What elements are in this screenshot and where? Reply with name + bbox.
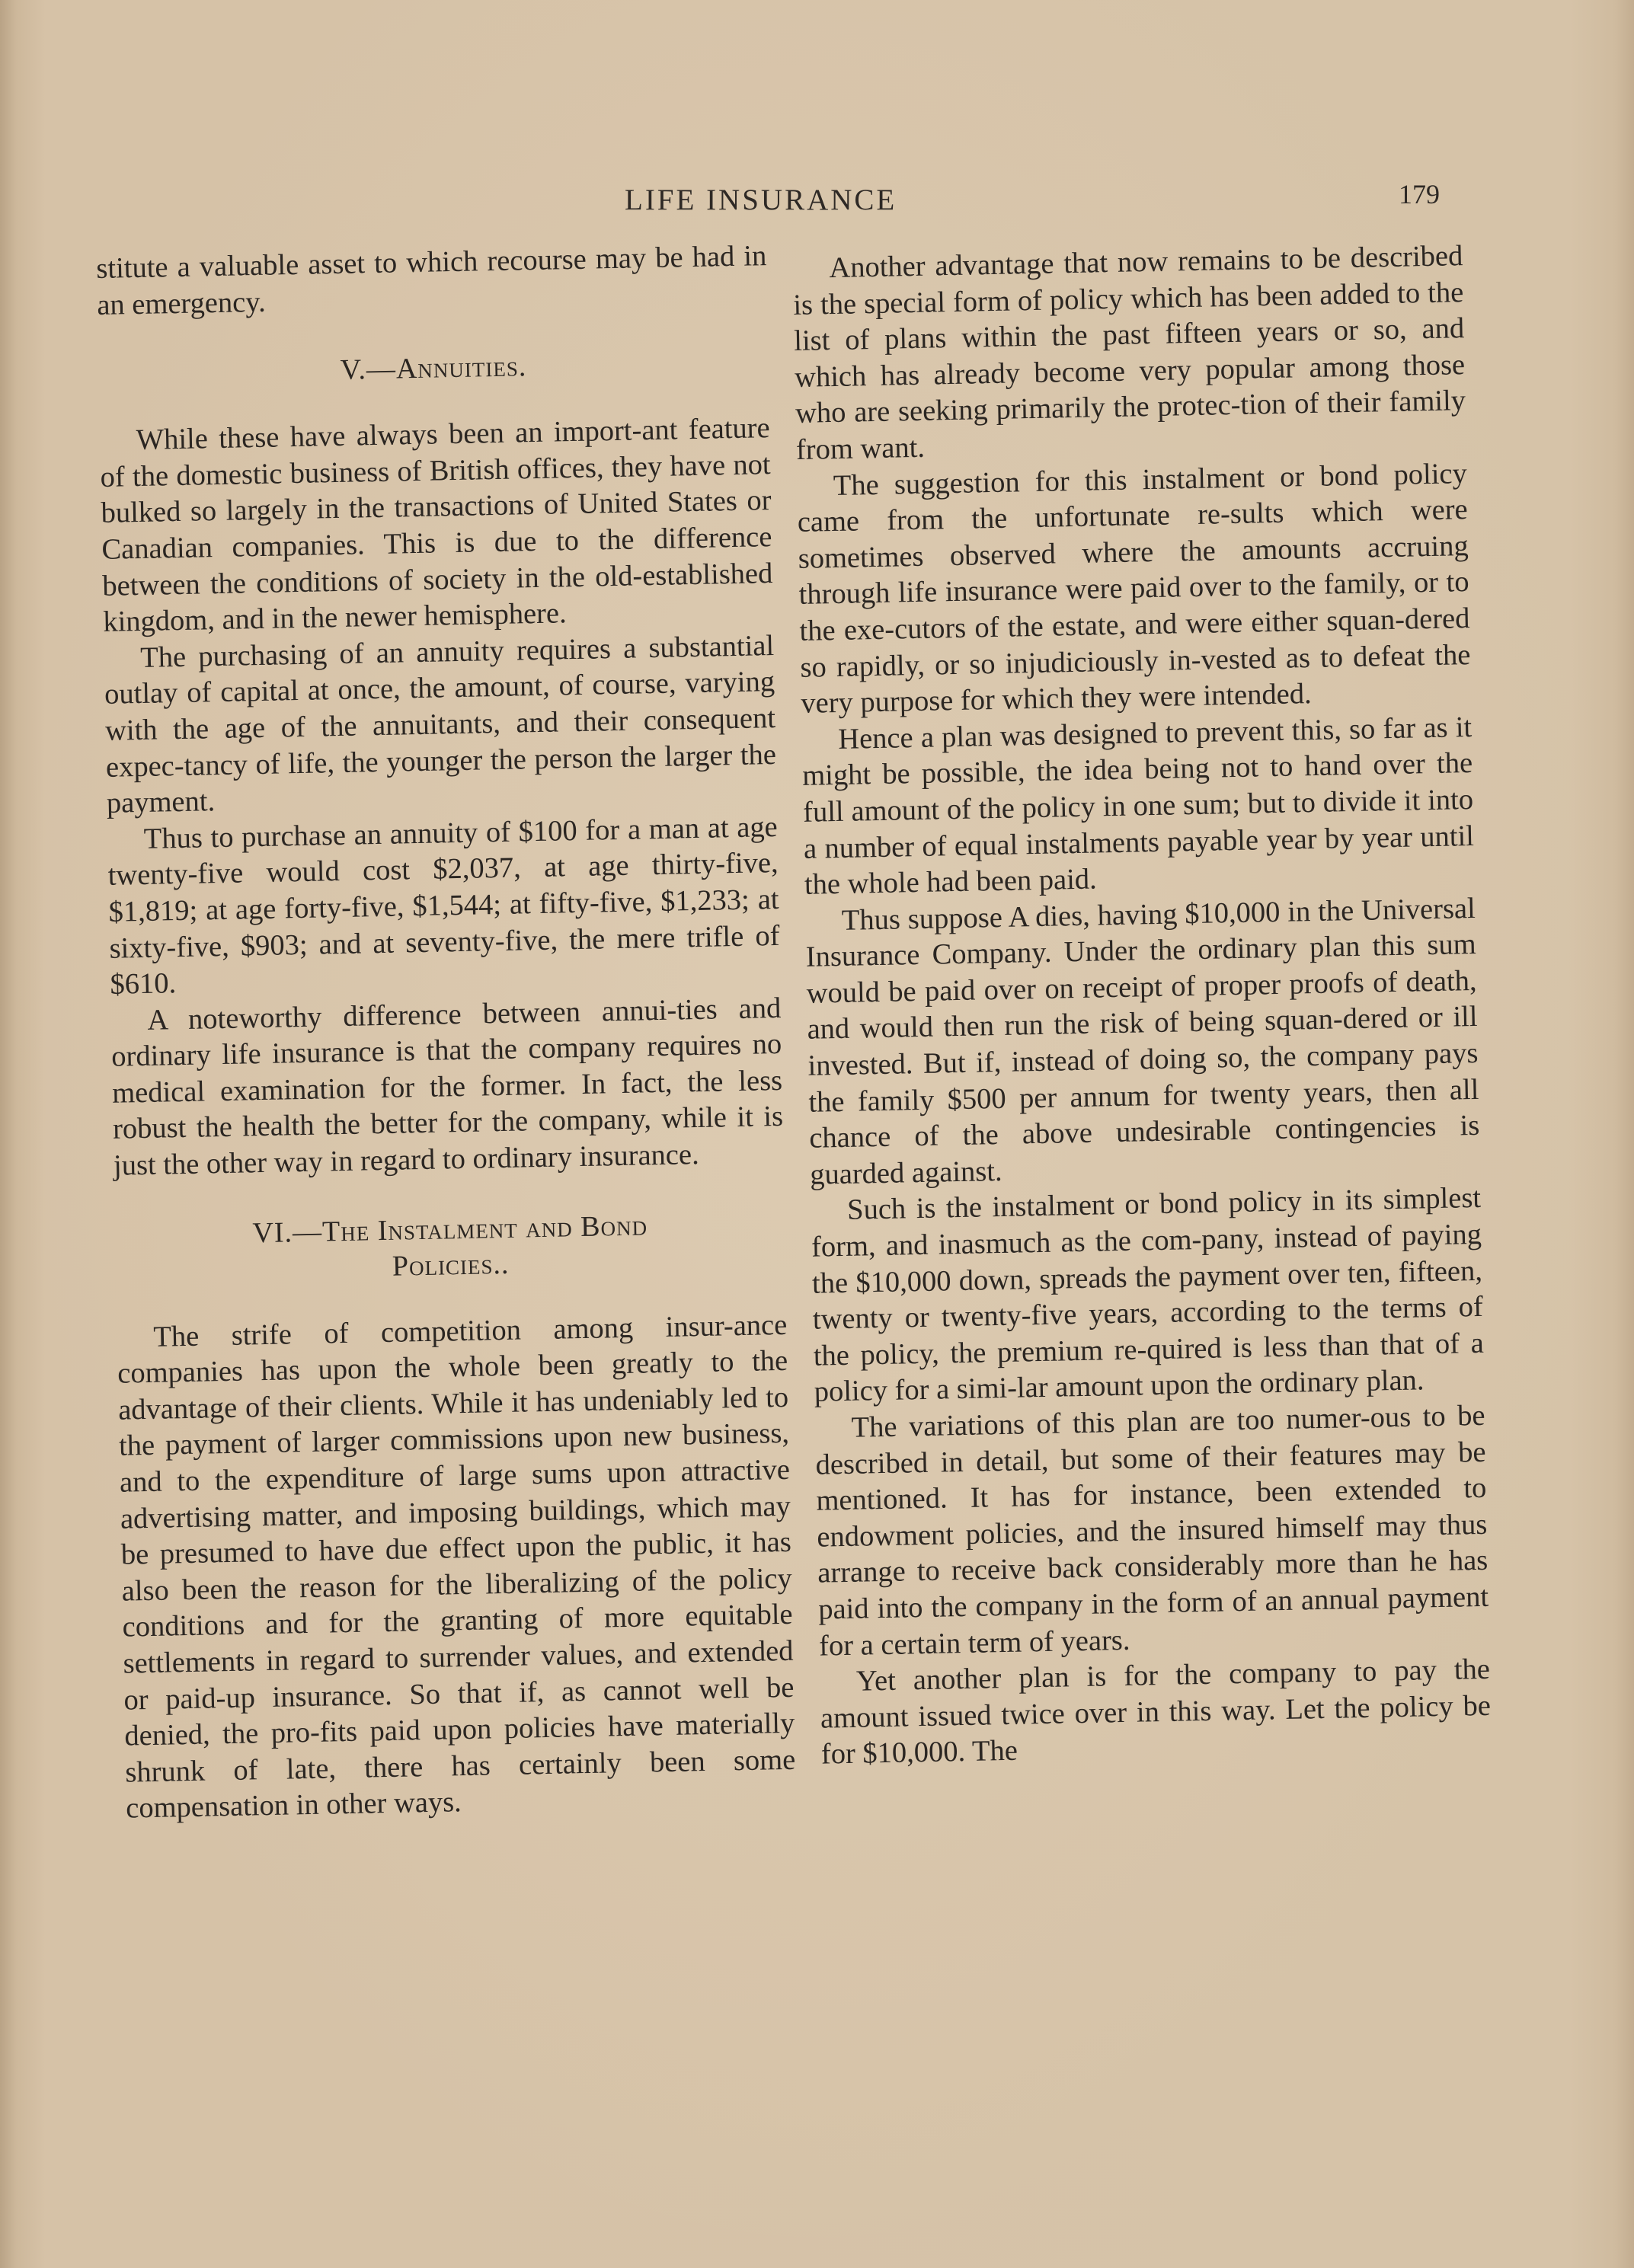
section-heading-instalment-bond bbox=[114, 1206, 786, 1290]
paragraph: The suggestion for this instalment or bond policy came from the unfortunate re-sults which were sometimes observed where the amounts accruing through life insurance were paid over to the family, or to the exe-cutors of the estate, and were either squan-dered so rapidly, or so injudiciously in-vested as to defeat the very purpose for which they were intended. bbox=[797, 457, 1471, 720]
paragraph: Thus to purchase an annuity of $100 for a man at age twenty-five would cost $2,037, at age thirty-five, $1,819; at age forty-five, $1,544; at fifty-five, $1,233; at sixty-five, $903; and at seventy-five, the mere trifle of $610. bbox=[107, 810, 780, 1001]
paragraph: The strife of competition among insur-ance companies has upon the whole been greatly to the advantage of their clients. While it has undeniably led to the payment of larger commissions upon new business, and to the expenditure of large sums upon attractive advertising matter, and imposing buildings, which may be presumed to have due effect upon the public, it has also been the reason for the liberalizing of the policy conditions and for the granting of more equitable settlements in regard to surrender values, and extended or paid-up insurance. So that if, as cannot well be denied, the pro-fits paid upon policies have materially shrunk of late, there has certainly been some compensation in other ways. bbox=[117, 1308, 796, 1825]
section-heading-line-1: VI.—The Instalment and Bond bbox=[252, 1209, 648, 1249]
section-heading-annuities: V.—Annuities. bbox=[340, 350, 527, 387]
paragraph: Another advantage that now remains to be described is the special form of policy which has been added to the list of plans within the past fifteen years or so, and which has already become very popular among those who are seeking primarily the protec-tion of their family from want. bbox=[792, 240, 1466, 466]
paragraph: Such is the instalment or bond policy in its simplest form, and inasmuch as the com-pany, instead of paying the $10,000 down, spreads the payment over ten, fifteen, twenty or twenty-five years, according to the terms of the policy, the premium re-quired is less than that of a policy for a simi-lar amount upon the ordinary plan. bbox=[811, 1182, 1485, 1409]
paragraph: The purchasing of an annuity requires a substantial outlay of capital at once, the amount, of course, varying with the age of the annuitants, and their consequent expec-tancy of life, the younger the person the larger the payment. bbox=[104, 629, 777, 819]
page-number: 179 bbox=[1399, 179, 1440, 209]
running-head bbox=[0, 178, 1634, 224]
left-column bbox=[96, 238, 797, 1827]
paragraph: The variations of this plan are too numer-ous to be described in detail, but some of their features may be mentioned. It has for instance, been extended to endowment policies, and the insured himself may thus arrange to receive back considerably more than he has paid into the company in the form of an annual payment for a certain term of years. bbox=[815, 1399, 1489, 1663]
running-head-title: LIFE INSURANCE bbox=[625, 184, 897, 216]
paragraph: A noteworthy difference between annui-ties and ordinary life insurance is that the company requires no medical examination for the former. In fact, the less robust the health the better for the company, while it is just the other way in regard to ordinary insurance. bbox=[110, 992, 784, 1182]
paragraph: Thus suppose A dies, having $10,000 in the Universal Insurance Company. Under the ordinary plan this sum would be paid over on receipt of proper proofs of death, and would then run the risk of being squan-dered or ill invested. But if, instead of doing so, the company pays the family $500 per annum for twenty years, then all chance of the above undesirable contingencies is guarded against. bbox=[805, 892, 1480, 1191]
right-column bbox=[792, 238, 1492, 1773]
paragraph: Yet another plan is for the company to pay the amount issued twice over in this way. Let the policy be for $10,000. The bbox=[820, 1653, 1492, 1771]
section-heading-line-2: Policies.. bbox=[392, 1247, 510, 1283]
paragraph: Hence a plan was designed to prevent this, so far as it might be possible, the idea being not to hand over the full amount of the policy in one sum; but to divide it into a number of equal instalments payable year by year until the whole had been paid. bbox=[801, 711, 1475, 901]
paragraph: While these have always been an import-ant feature of the domestic business of British offices, they have not bulked so largely in the transactions of United States or Canadian companies. This is due to the difference between the conditions of society in the old-established kingdom, and in the newer hemisphere. bbox=[100, 412, 773, 639]
continued-paragraph: stitute a valuable asset to which recourse may be had in an emergency. bbox=[96, 240, 767, 321]
